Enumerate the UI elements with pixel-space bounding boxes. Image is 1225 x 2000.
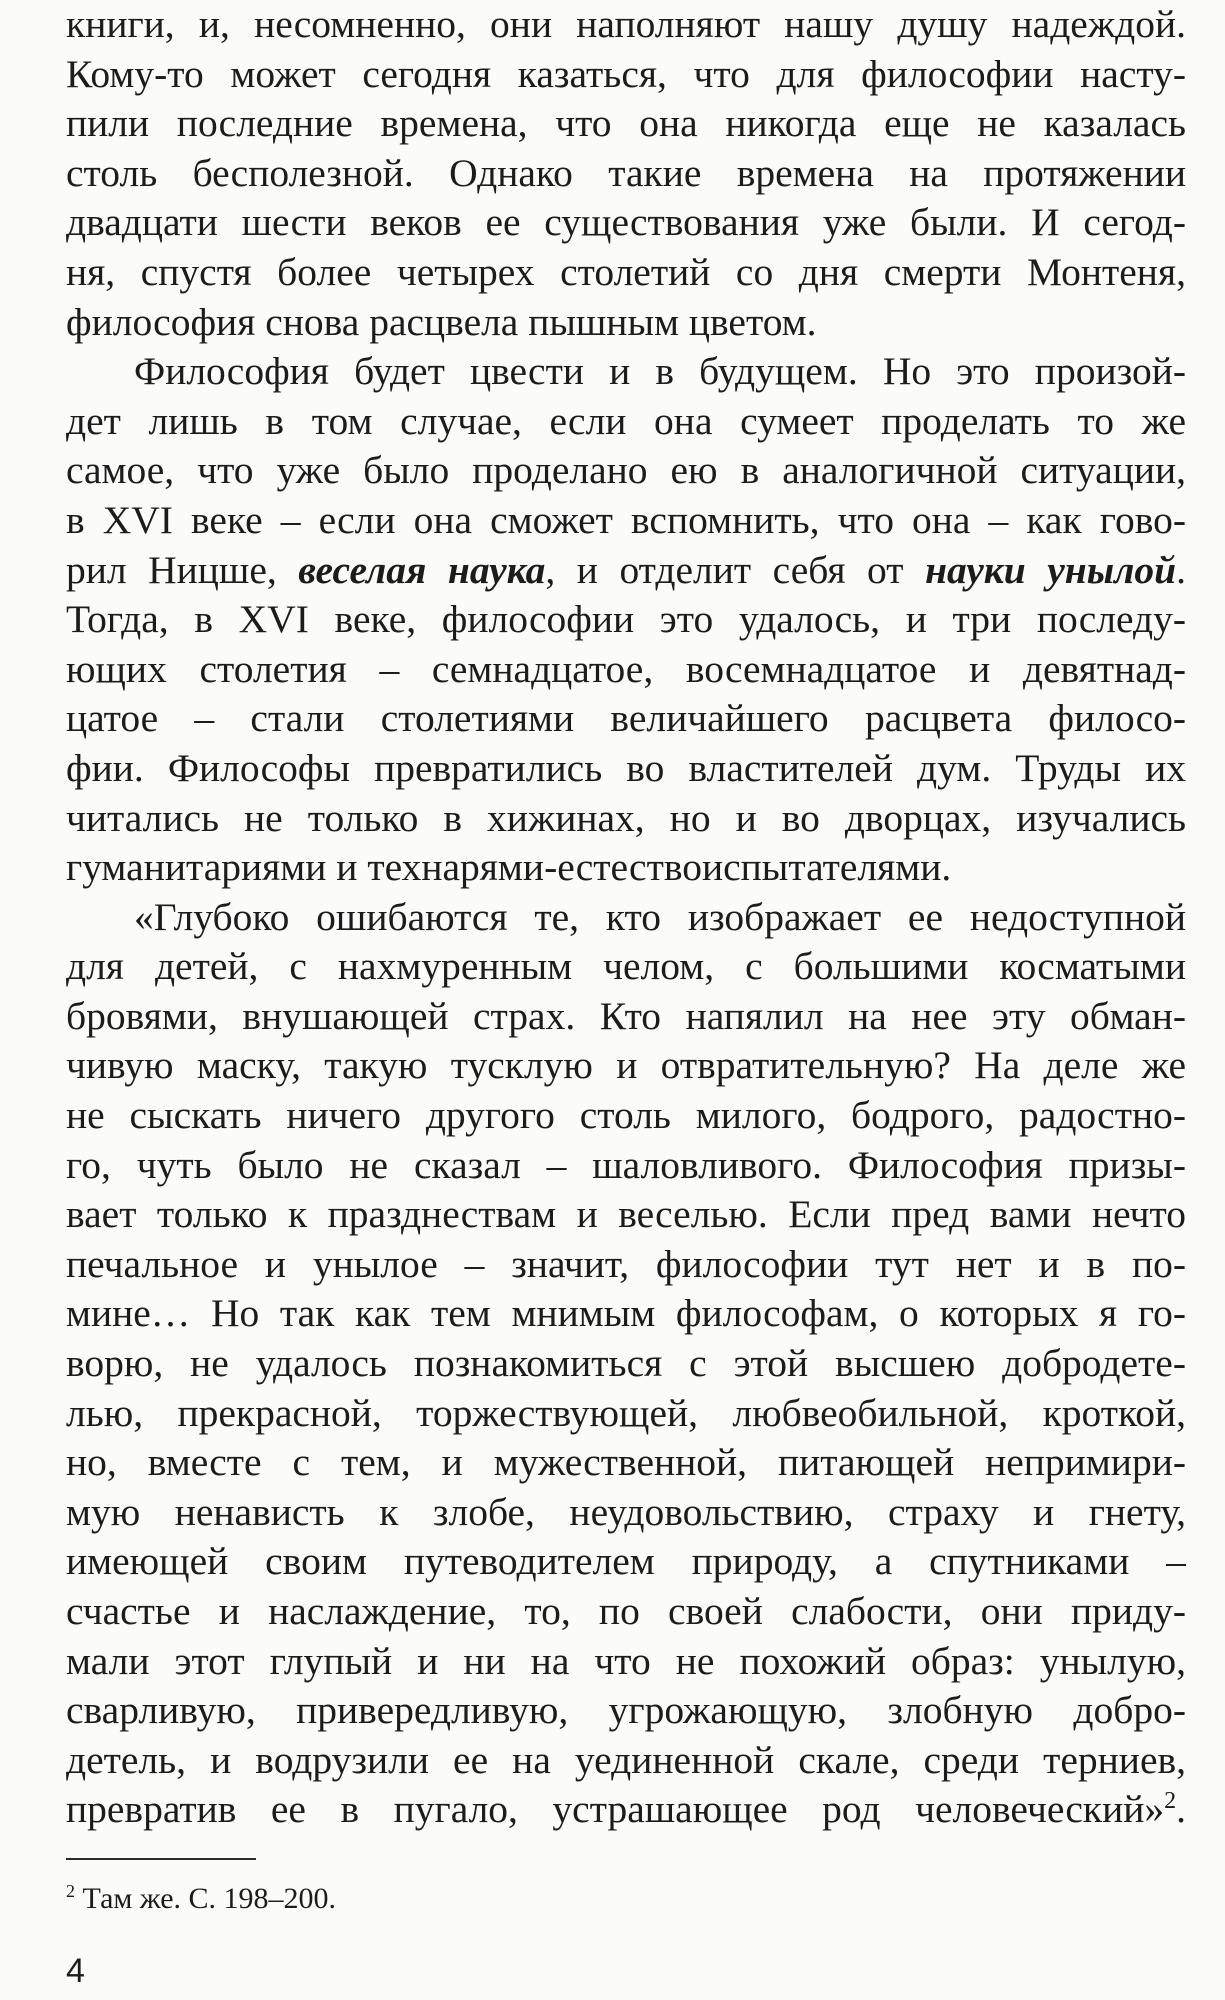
text-line: дет лишь в том случае, если она сумеет проделать то же — [66, 398, 1186, 443]
text-line: ня, спустя более четырех столетий со дня смерти Монтеня, — [66, 249, 1186, 294]
text-line: двадцати шести веков ее существования уже были. И сегод- — [66, 200, 1186, 245]
text-line: Кому-то может сегодня казаться, что для философии насту- — [66, 51, 1186, 96]
text-line: мине… Но так как тем мнимым философам, о которых я го- — [66, 1291, 1186, 1336]
text-line: чивую маску, такую тусклую и отвратительную? На деле же — [66, 1043, 1186, 1088]
text-line: ворю, не удалось познакомиться с этой высшею добродете- — [66, 1341, 1186, 1386]
text-line: фии. Философы превратились во властителей дум. Труды их — [66, 745, 1186, 790]
text-run: превратив ее в пугало, устрашающее род человеческий» — [66, 1787, 1165, 1832]
text-line: бровями, внушающей страх. Кто напялил на нее эту обман- — [66, 993, 1186, 1038]
footnote-divider — [66, 1858, 256, 1860]
text-line: мую ненависть к злобе, неудовольствию, страху и гнету, — [66, 1489, 1186, 1534]
text-line: сварливую, привередливую, угрожающую, злобную добро- — [66, 1688, 1186, 1733]
text-line: книги, и, несомненно, они наполняют нашу душу надеждой. — [66, 2, 1186, 46]
text-run: . — [1176, 547, 1186, 592]
text-line: не сыскать ничего другого столь милого, бодрого, радостно- — [66, 1093, 1186, 1138]
emphasis-phrase: науки унылой — [925, 547, 1177, 592]
text-line: но, вместе с тем, и мужественной, питающей непримири- — [66, 1440, 1186, 1485]
text-line: печальное и унылое – значит, философии тут нет и в по- — [66, 1241, 1186, 1286]
text-run: , и отделит себя от — [545, 547, 926, 592]
page-number: 4 — [66, 1952, 85, 1990]
text-line: имеющей своим путеводителем природу, а спутниками – — [66, 1539, 1186, 1584]
text-line: читались не только в хижинах, но и во дворцах, изучались — [66, 795, 1186, 840]
text-line: счастье и наслаждение, то, по своей слабости, они приду- — [66, 1589, 1186, 1633]
text-run: . — [1176, 1787, 1186, 1832]
body-text — [66, 0, 1186, 1835]
quotation-paragraph — [66, 893, 1186, 1835]
text-line: Тогда, в XVI веке, философии это удалось, и три последу- — [66, 597, 1186, 642]
paragraph — [66, 347, 1186, 893]
text-line: вает только к празднествам и веселью. Если пред вами нечто — [66, 1192, 1186, 1237]
footnote — [66, 1882, 336, 1916]
text-line: в XVI веке – если она сможет вспомнить, что она – как гово- — [66, 497, 1186, 542]
text-line: ющих столетия – семнадцатое, восемнадцатое и девятнад- — [66, 646, 1186, 691]
text-line — [66, 546, 1186, 596]
text-line: столь бесполезной. Однако такие времена на протяжении — [66, 150, 1186, 195]
text-line: гуманитариями и технарями-естествоиспытателями. — [66, 845, 952, 890]
text-line: го, чуть было не сказал – шаловливого. Философия призы- — [66, 1142, 1186, 1187]
text-run: рил Ницше, — [66, 547, 299, 592]
footnote-text: Там же. С. 198–200. — [75, 1882, 337, 1915]
text-line: детель, и водрузили ее на уединенной скале, среди терниев, — [66, 1737, 1186, 1782]
emphasis-phrase: веселая наука — [298, 547, 546, 592]
text-line: философия снова расцвела пышным цветом. — [66, 299, 817, 344]
text-line: мали этот глупый и ни на что не похожий образ: унылую, — [66, 1638, 1186, 1683]
text-line: пили последние времена, что она никогда еще не казалась — [66, 101, 1186, 146]
text-line: «Глубоко ошибаются те, кто изображает ее недоступной — [134, 894, 1186, 939]
text-line — [66, 1785, 1186, 1835]
text-line: лью, прекрасной, торжествующей, любвеобильной, кроткой, — [66, 1390, 1186, 1435]
paragraph — [66, 0, 1186, 347]
text-line: Философия будет цвести и в будущем. Но это произой- — [134, 349, 1186, 394]
footnote-reference[interactable]: 2 — [1164, 1788, 1177, 1815]
footnote-marker: 2 — [66, 1881, 75, 1901]
text-line: цатое – стали столетиями величайшего расцвета филосо- — [66, 696, 1186, 741]
text-line: для детей, с нахмуренным челом, с большими косматыми — [66, 944, 1186, 989]
text-line: самое, что уже было проделано ею в аналогичной ситуации, — [66, 448, 1186, 493]
